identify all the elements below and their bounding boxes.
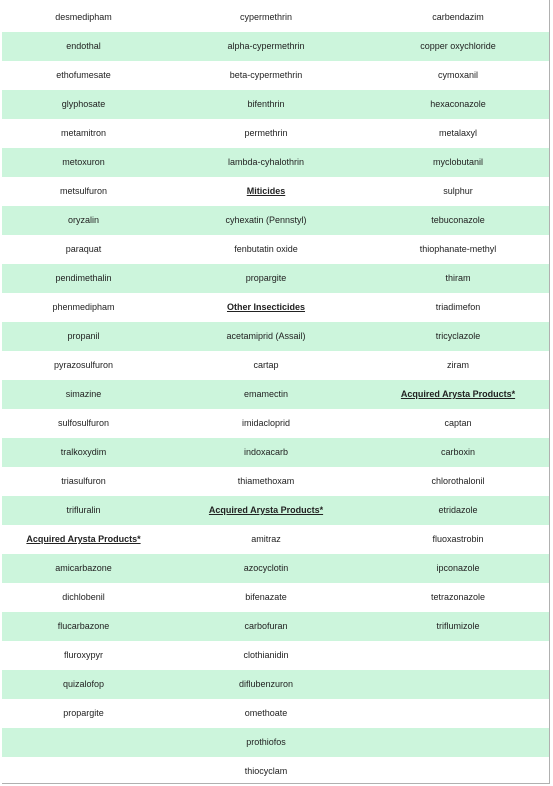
table-cell: lambda-cyhalothrin [227,157,305,167]
table-row [2,438,549,467]
section-heading: Acquired Arysta Products* [26,534,141,544]
table-row [2,148,549,177]
table-cell: carboxin [440,447,476,457]
table-row [2,206,549,235]
table-cell: trifluralin [66,505,101,515]
table-row [2,293,549,322]
table-cell: ipconazole [436,563,480,573]
table-cell: tetrazonazole [430,592,486,602]
table-cell: thiocyclam [244,766,288,776]
table-cell: indoxacarb [243,447,289,457]
table-cell: fluroxypyr [63,650,103,660]
table-cell: flucarbazone [57,621,110,631]
table-cell: phenmedipham [52,302,115,312]
table-row [2,641,549,670]
table-cell: carbofuran [244,621,288,631]
product-table [2,3,549,786]
table-cell: clothianidin [243,650,289,660]
table-row [2,380,549,409]
table-row [2,32,549,61]
table-cell: metalaxyl [438,128,477,138]
table-cell: paraquat [65,244,102,254]
table-row [2,554,549,583]
table-row [2,351,549,380]
section-heading: Other Insecticides [226,302,306,312]
table-row [2,670,549,699]
table-cell: propargite [63,708,104,718]
table-cell: alpha-cypermethrin [227,41,305,51]
table-cell: prothiofos [246,737,286,747]
table-row [2,61,549,90]
table-cell: emamectin [243,389,288,399]
table-cell: tralkoxydim [60,447,107,457]
table-cell: pyrazosulfuron [53,360,114,370]
table-cell: triasulfuron [61,476,106,486]
table-cell: acetamiprid (Assail) [226,331,306,341]
table-cell: diflubenzuron [238,679,294,689]
table-row [2,264,549,293]
table-cell: myclobutanil [432,157,484,167]
table-row [2,467,549,496]
section-heading: Acquired Arysta Products* [400,389,516,399]
table-cell: thiamethoxam [237,476,295,486]
table-cell: copper oxychloride [420,41,496,51]
table-cell: propanil [67,331,100,341]
table-cell: tricyclazole [435,331,481,341]
table-cell: glyphosate [61,99,106,109]
table-cell: ethofumesate [56,70,111,80]
table-cell: fluoxastrobin [432,534,484,544]
table-row [2,235,549,264]
table-cell: cypermethrin [239,12,293,22]
table-cell: metamitron [60,128,106,138]
table-cell: cymoxanil [437,70,478,80]
table-row [2,322,549,351]
document-page [2,0,550,784]
table-cell: hexaconazole [430,99,486,109]
section-heading: Acquired Arysta Products* [208,505,324,515]
table-row [2,90,549,119]
table-cell: permethrin [244,128,288,138]
table-row [2,757,549,786]
table-cell: omethoate [244,708,288,718]
table-cell: triadimefon [435,302,481,312]
table-cell: desmedipham [55,12,112,22]
table-cell: simazine [65,389,102,399]
table-cell: fenbutatin oxide [234,244,298,254]
table-cell: tebuconazole [431,215,485,225]
table-cell: cyhexatin (Pennstyl) [225,215,307,225]
table-row [2,583,549,612]
table-row [2,612,549,641]
table-cell: pendimethalin [55,273,112,283]
table-cell: thiophanate-methyl [419,244,497,254]
table-cell: chlorothalonil [431,476,485,486]
table-cell: metoxuron [62,157,105,167]
table-cell: quizalofop [62,679,105,689]
table-cell: bifenthrin [247,99,285,109]
table-row [2,699,549,728]
table-cell: cartap [253,360,279,370]
table-cell: propargite [245,273,287,283]
table-cell: amitraz [251,534,281,544]
table-cell: etridazole [438,505,478,515]
table-cell: thiram [445,273,471,283]
table-cell: amicarbazone [55,563,112,573]
section-heading: Miticides [246,186,286,196]
table-cell: endothal [66,41,101,51]
table-cell: oryzalin [67,215,99,225]
table-row [2,409,549,438]
table-cell: bifenazate [245,592,287,602]
table-row [2,496,549,525]
table-cell: carbendazim [432,12,484,22]
table-cell: sulfosulfuron [57,418,110,428]
table-cell: sulphur [443,186,473,196]
table-cell: beta-cypermethrin [229,70,303,80]
table-row [2,525,549,554]
table-row [2,119,549,148]
table-cell: captan [444,418,472,428]
table-cell: imidacloprid [241,418,291,428]
table-cell: dichlobenil [62,592,105,602]
table-cell: triflumizole [436,621,480,631]
table-cell: azocyclotin [243,563,289,573]
table-row [2,177,549,206]
table-row [2,728,549,757]
table-cell: metsulfuron [59,186,108,196]
table-cell: ziram [447,360,469,370]
table-row [2,3,549,32]
